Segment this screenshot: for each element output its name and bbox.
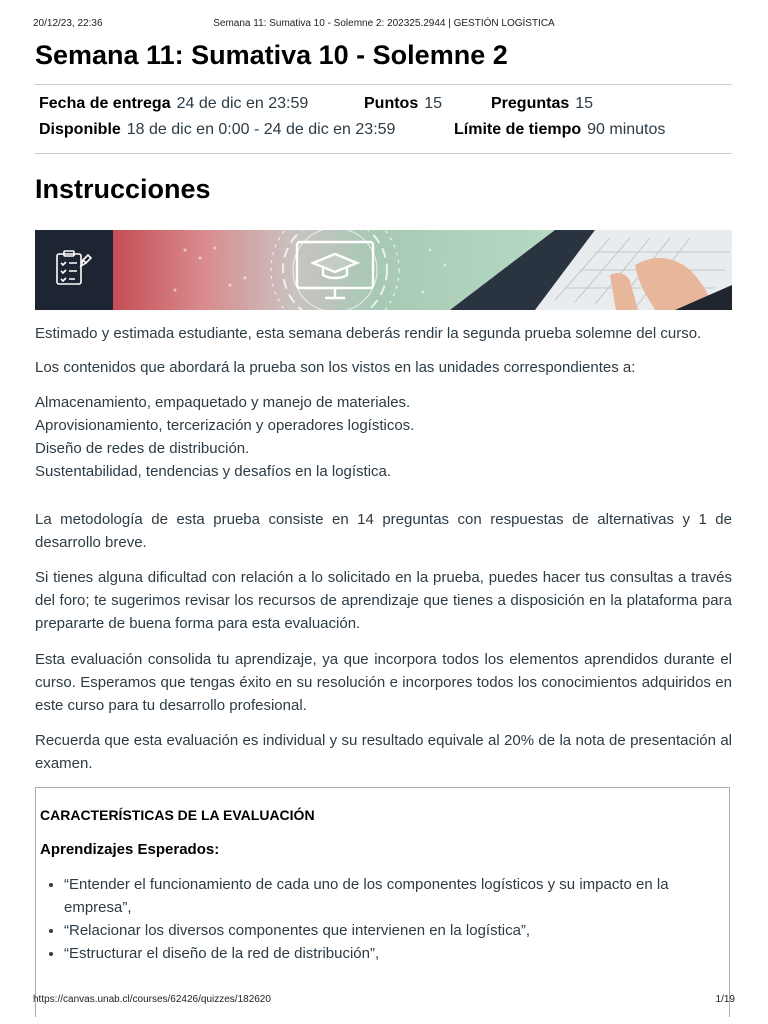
- checklist-icon: [57, 251, 91, 284]
- reminder-paragraph: Recuerda que esta evaluación es individual y su resultado equivale al 20% de la nota de presentación al examen.: [35, 732, 732, 772]
- points: [364, 95, 442, 113]
- laptop-icon: [450, 230, 732, 310]
- print-header: [33, 18, 735, 32]
- evaluation-characteristics-box: [35, 787, 730, 1017]
- instructions-banner: [35, 230, 732, 310]
- print-date: 20/12/23, 22:36: [33, 18, 103, 29]
- methodology-paragraph: La metodología de esta prueba consiste en 14 preguntas con respuestas de alternativas y 1 de desarrollo breve.: [35, 511, 732, 551]
- availability-value: 18 de dic en 0:00 - 24 de dic en 23:59: [126, 121, 396, 138]
- quiz-details-row-1: [39, 95, 729, 115]
- graduation-cap-icon: [297, 242, 373, 298]
- time-limit: [454, 121, 665, 139]
- list-item: • “Estructurar el diseño de la red de distribución”,: [64, 942, 724, 965]
- page-url: https://canvas.unab.cl/courses/62426/quizzes/182620: [33, 994, 271, 1005]
- questions-value: 15: [575, 95, 594, 112]
- time-limit-value: 90 minutos: [587, 121, 666, 138]
- unit-item: Diseño de redes de distribución.: [35, 440, 250, 457]
- print-footer: [33, 994, 735, 1008]
- availability-label: Disponible: [39, 121, 121, 138]
- instructions-heading: Instrucciones: [35, 174, 211, 204]
- quiz-details-row-2: [39, 121, 729, 141]
- unit-item: Almacenamiento, empaquetado y manejo de materiales.: [35, 394, 411, 411]
- unit-item: Sustentabilidad, tendencias y desafíos en la logística.: [35, 463, 392, 480]
- intro-paragraph: Estimado y estimada estudiante, esta semana deberás rendir la segunda prueba solemne del curso.: [35, 325, 702, 342]
- availability: [39, 121, 395, 139]
- expected-learning-heading: Aprendizajes Esperados:: [40, 841, 220, 858]
- list-item: • “Relacionar los diversos componentes que intervienen en la logística”,: [64, 919, 724, 942]
- unit-item: Aprovisionamiento, tercerización y operadores logísticos.: [35, 417, 415, 434]
- questions-label: Preguntas: [491, 95, 570, 112]
- divider: [35, 84, 732, 85]
- consolidation-paragraph: Esta evaluación consolida tu aprendizaje, ya que incorpora todos los elementos aprendidos durante el curso. Esperamos que tengas éxito en su resolución e incorpores todos los conocimientos adquiridos en este curso para tu desarrollo profesional.: [35, 651, 732, 714]
- page-number: 1/19: [715, 994, 735, 1005]
- questions: [491, 95, 593, 113]
- points-label: Puntos: [364, 95, 419, 112]
- due-date: [39, 95, 308, 113]
- time-limit-label: Límite de tiempo: [454, 121, 582, 138]
- print-document-title: Semana 11: Sumativa 10 - Solemne 2: 202325.2944 | GESTIÓN LOGÍSTICA: [213, 18, 555, 29]
- due-date-label: Fecha de entrega: [39, 95, 171, 112]
- divider: [35, 153, 732, 154]
- list-item: • “Entender el funcionamiento de cada uno de los componentes logísticos y su impacto en la empresa”,: [64, 873, 724, 919]
- due-date-value: 24 de dic en 23:59: [176, 95, 309, 112]
- evaluation-box-title: CARACTERÍSTICAS DE LA EVALUACIÓN: [40, 807, 315, 823]
- page-title: Semana 11: Sumativa 10 - Solemne 2: [35, 40, 508, 70]
- banner-illustration: [35, 230, 732, 310]
- expected-learning-list: [40, 873, 724, 965]
- contents-intro-paragraph: Los contenidos que abordará la prueba son los vistos en las unidades correspondientes a:: [35, 359, 636, 376]
- points-value: 15: [424, 95, 443, 112]
- units-list: [35, 391, 414, 483]
- help-paragraph: Si tienes alguna dificultad con relación a lo solicitado en la prueba, puedes hacer tus consultas a través del foro; te sugerimos revisar los recursos de aprendizaje que tienes a disposición en la plataforma para prepararte de buena forma para esta evaluación.: [35, 569, 732, 632]
